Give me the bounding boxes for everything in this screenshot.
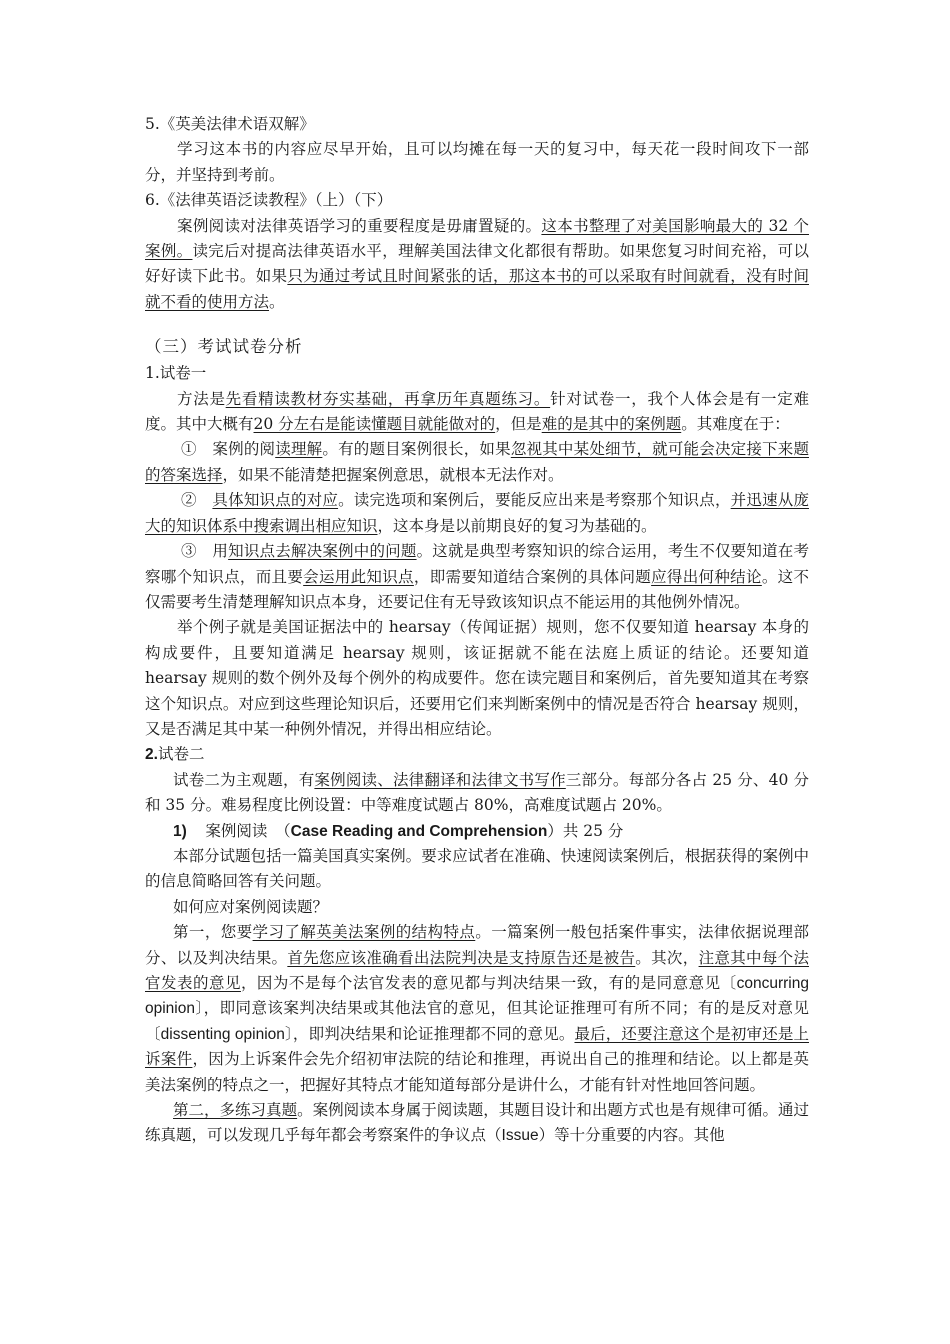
underlined-text: 注意其中每个法官发表的意见 (145, 948, 809, 992)
underlined-text: 学习了解英美法案例的结构特点 (252, 923, 476, 942)
underlined-text: 具体知识点的对应 (212, 491, 339, 510)
text-run: dissenting opinion (160, 1025, 285, 1043)
first-tip-paragraph (145, 920, 809, 1098)
text-run: 。这不仅需要考生清楚理解知识点本身，还要记住有无导致该知识点不能运用的其他例外情况。 (145, 567, 809, 611)
underlined-text: 并迅速从庞大的知识体系中搜索调出相应知识 (145, 491, 809, 535)
text-run: ，这本身是以前期良好的复习为基础的。 (377, 516, 657, 535)
text-run: ，因为上诉案件会先介绍初审法院的结论和推理，再说出自己的推理和结论。以上都是英美法案例的特点之一，把握好其特点才能知道每部分是讲什么，才能有针对性地回答问题。 (145, 1050, 809, 1094)
text-run: 第一，您要 (173, 923, 253, 942)
text-run: ，因为不是每个法官发表的意见都与判决结果一致，有的是同意意见〔 (240, 974, 737, 992)
text-run: ）共 25 分 (547, 821, 624, 840)
text-run: ③ 用 (181, 542, 229, 561)
underlined-text: 读理解 (275, 440, 323, 459)
text-run: Issue (501, 1127, 539, 1145)
case-reading-subheading (145, 819, 809, 844)
underlined-text: 首先您应该准确看出法院判决是支持原告还是被告 (287, 948, 636, 967)
underlined-text: 会运用此知识点 (303, 567, 414, 586)
underlined-text: 第二，多练习真题 (173, 1101, 298, 1120)
difficulty-item-1 (145, 437, 809, 488)
text-run: 。 (269, 292, 285, 311)
case-reading-question: 如何应对案例阅读题？ (173, 897, 329, 916)
text-run: 。其难度在于： (681, 415, 790, 434)
section-3-heading: （三）考试试卷分析 (145, 337, 303, 357)
text-run: 案例阅读对法律英语学习的重要程度是毋庸置疑的。 (177, 216, 542, 235)
text-run: ① 案例的阅 (181, 440, 276, 459)
paper-2-title (145, 742, 809, 767)
difficulty-item-2 (145, 488, 809, 539)
underlined-text: 难的是其中的案例题 (541, 415, 682, 434)
text-run: 方法是 (177, 389, 226, 408)
underlined-text: 最后，还要注意这个是初审还是上诉案件 (145, 1024, 809, 1069)
text-run: 试卷二 (157, 745, 205, 764)
case-reading-description: 本部分试题包括一篇美国真实案例。要求应试者在准确、快速阅读案例后，根据获得的案例中的信息简略回答有关问题。 (145, 846, 809, 891)
underlined-text: 这本书整理了对美国影响最大的 32 个案例。 (145, 216, 809, 261)
text-run: 2. (145, 746, 158, 764)
text-run: 。其次， (635, 948, 699, 967)
text-run: Case Reading and Comprehension (290, 822, 548, 840)
section-6-paragraph (145, 214, 809, 316)
text-run: 。读完选项和案例后，要能反应出来是考察那个知识点， (338, 491, 731, 510)
underlined-text: 知识点去解决案例中的问题 (228, 542, 417, 561)
text-run: 〕，即判决结果和论证推理都不同的意见。 (284, 1024, 575, 1043)
text-run: 针对试卷一，我个人体会是有一定难度。其中大概有 (145, 389, 809, 434)
text-run: ）等十分重要的内容。其他 (538, 1126, 725, 1145)
section-5-title: 5.《英美法律术语双解》 (145, 115, 315, 133)
text-run: 读完后对提高法律英语水平，理解美国法律文化都很有帮助。如果您复习时间充裕，可以好好读下此书。如果 (145, 242, 809, 286)
text-run: 三部分。每部分各占 25 分、40 分和 35 分。难易程度比例设置：中等难度试题占 80%，高难度试题占 20%。 (145, 770, 809, 815)
text-run: 。一篇案例一般包括案件事实，法律依据说理部分、以及判决结果。 (145, 923, 809, 967)
text-run: ，即需要知道结合案例的具体问题 (413, 567, 652, 586)
difficulty-item-3 (145, 539, 809, 615)
text-run: 〕，即同意该案判决结果或其他法官的意见，但其论证推理可有所不同；有的是反对意见〔 (145, 999, 809, 1043)
text-run: ，但是 (495, 415, 542, 434)
section-5-paragraph: 学习这本书的内容应尽早开始，且可以均摊在每一天的复习中，每天花一段时间攻下一部分，并坚持到考前。 (145, 140, 809, 184)
paper-1-method-paragraph (145, 387, 809, 438)
document-page (145, 112, 809, 1149)
text-run: 1) (173, 822, 187, 840)
text-run: 试卷二为主观题，有 (173, 770, 315, 789)
section-6-title: 6.《法律英语泛读教程》（上）（下） (145, 191, 393, 210)
text-run: 案例阅读 （ (205, 821, 291, 840)
text-run: ，如果不能清楚把握案例意思，就根本无法作对。 (222, 465, 564, 484)
underlined-text: 忽视其中某处细节，就可能会决定接下来题的答案选择 (145, 440, 809, 484)
underlined-text: 应得出何种结论 (651, 567, 762, 586)
paper-1-title: 1.试卷一 (145, 364, 207, 383)
text-run: 。案例阅读本身属于阅读题，其题目设计和出题方式也是有规律可循。通过练真题，可以发现几乎每年都会考察案件的争议点（ (145, 1101, 809, 1145)
underlined-text: 案例阅读、法律翻译和法律文书写作 (314, 770, 566, 789)
text-run: 。这就是典型考察知识的综合运用，考生不仅要知道在考察哪个知识点，而且要 (145, 542, 809, 586)
underlined-text: 只为通过考试且时间紧张的话，那这本书的可以采取有时间就看，没有时间就不看的使用方法 (145, 267, 809, 311)
text-run: ② (181, 491, 213, 510)
paper-2-intro-paragraph (145, 768, 809, 819)
second-tip-paragraph (145, 1098, 809, 1149)
underlined-text: 20 分左右是能读懂题目就能做对的 (253, 415, 496, 434)
hearsay-example-paragraph: 举个例子就是美国证据法中的 hearsay（传闻证据）规则，您不仅要知道 hearsay 本身的构成要件，且要知道满足 hearsay 规则，该证据就不能在法庭上质证的结论。还要知道 hearsay 规则的数个例外及每个例外的构成要件。您在读完题目和案例后，首先要知道其在考察这个知识点。对应到这些理论知识后，还要用它们来判断案例中的情况是否符合 hearsay 规则，又是否满足其中某一种例外情况，并得出相应结论。 (145, 618, 809, 738)
text-run: 。有的题目案例很长，如果 (322, 440, 511, 459)
text-run: concurring opinion (145, 975, 809, 1018)
underlined-text: 先看精读教材夯实基础，再拿历年真题练习。 (225, 389, 551, 408)
